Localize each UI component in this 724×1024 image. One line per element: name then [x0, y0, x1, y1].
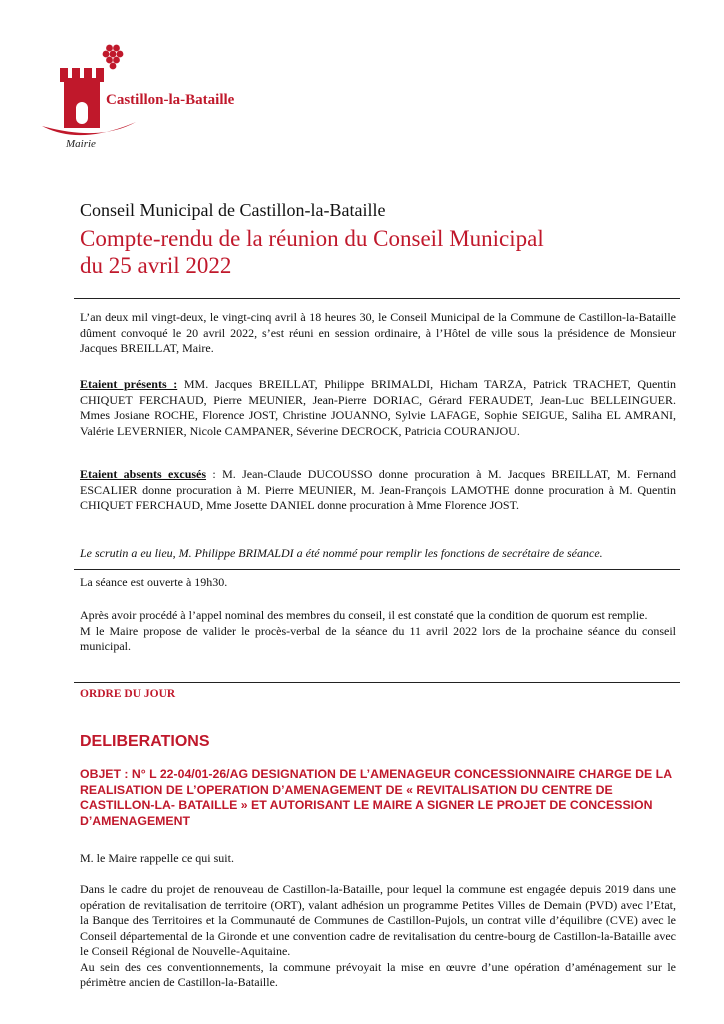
council-name: Conseil Municipal de Castillon-la-Bataille [80, 200, 386, 220]
seance-details [80, 608, 676, 655]
document-title: Compte-rendu de la réunion du Conseil Municipal [80, 226, 544, 251]
seance-opening [80, 575, 676, 591]
divider [74, 682, 680, 683]
absents-paragraph [80, 467, 676, 514]
ordre-du-jour-heading: ORDRE DU JOUR [80, 688, 176, 700]
body-text-1: Dans le cadre du projet de renouveau de Castillon-la-Bataille, pour lequel la commune est engagée depuis 2019 dans une opération de revitalisation de territoire (ORT), valant adhésion un programme Petites Villes de Demain (PVD) avec l’Etat, la Banque des Territoires et la Communauté de Communes de Castillon-Pujols, un contrat ville d’équilibre (CVE) avec le Conseil départemental de la Gironde et une convention cadre de revitalisation du centre-bourg de Castillon-la-Bataille avec le Conseil Régional de Nouvelle-Aquitaine. [80, 882, 676, 958]
rappel-paragraph [80, 851, 676, 867]
rappel-text: M. le Maire rappelle ce qui suit. [80, 851, 234, 865]
body-paragraph [80, 882, 676, 991]
absents-text: : M. Jean-Claude DUCOUSSO donne procuration à M. Jacques BREILLAT, M. Fernand ESCALIER donne procuration à M. Pierre MEUNIER, M. Jean-François LAMOTHE donne procuration à M. Quentin CHIQUET FERCHAUD, Mme Josette DANIEL donne procuration à Mme Florence JOST. [80, 467, 676, 512]
pv-text: M le Maire propose de valider le procès-verbal de la séance du 11 avril 2022 lors de la prochaine séance du conseil municipal. [80, 623, 676, 653]
presents-text: MM. Jacques BREILLAT, Philippe BRIMALDI, Hicham TARZA, Patrick TRACHET, Quentin CHIQUET FERCHAUD, Pierre MEUNIER, Jean-Pierre DORIAC, Gérard FERAUDET, Jean-Luc BELLEINGUER. Mmes Josiane ROCHE, Florence JOST, Christine JOUANNO, Sylvie LAFAGE, Sophie SEIGUE, Saliha EL AMRANI, Valérie LEVERNIER, Nicole CAMPANER, Séverine DECROCK, Patricia COURANJOU. [80, 377, 676, 438]
divider [74, 298, 680, 299]
intro-paragraph [80, 310, 676, 357]
document-date: du 25 avril 2022 [80, 253, 232, 278]
mairie-logo [40, 38, 260, 158]
absents-label: Etaient absents excusés [80, 467, 207, 481]
presents-label: Etaient présents : [80, 377, 178, 391]
objet-heading: OBJET : N° L 22-04/01-26/AG DESIGNATION DE L’AMENAGEUR CONCESSIONNAIRE CHARGE DE LA REALISATION DE L’OPERATION D’AMENAGEMENT DE « REVITALISATION DU CENTRE DE CASTILLON-LA- BATAILLE » ET AUTORISANT LE MAIRE A SIGNER LE PROJET DE CONCESSION D’AMENAGEMENT [80, 767, 672, 828]
logo-subtitle: Mairie [66, 138, 96, 150]
intro-text: L’an deux mil vingt-deux, le vingt-cinq avril à 18 heures 30, le Conseil Municipal de la Commune de Castillon-la-Bataille dûment convoqué le 20 avril 2022, s’est réuni en session ordinaire, à l’Hôtel de ville sous la présidence de Monsieur Jacques BREILLAT, Maire. [80, 310, 676, 355]
seance-ouverture-text: La séance est ouverte à 19h30. [80, 575, 228, 589]
document-titles [80, 200, 680, 279]
logo-town-name: Castillon-la-Bataille [106, 92, 235, 108]
scrutin-paragraph [80, 546, 676, 562]
body-text-2: Au sein des ces conventionnements, la commune prévoyait la mise en œuvre d’une opération d’aménagement sur le périmètre ancien de Castillon-la-Bataille. [80, 959, 676, 989]
deliberations-heading: DELIBERATIONS [80, 733, 210, 750]
presents-paragraph [80, 377, 676, 439]
quorum-text: Après avoir procédé à l’appel nominal des membres du conseil, il est constaté que la condition de quorum est remplie. [80, 608, 648, 622]
divider [74, 569, 680, 570]
scrutin-text: Le scrutin a eu lieu, M. Philippe BRIMALDI a été nommé pour remplir les fonctions de secrétaire de séance. [80, 546, 603, 560]
